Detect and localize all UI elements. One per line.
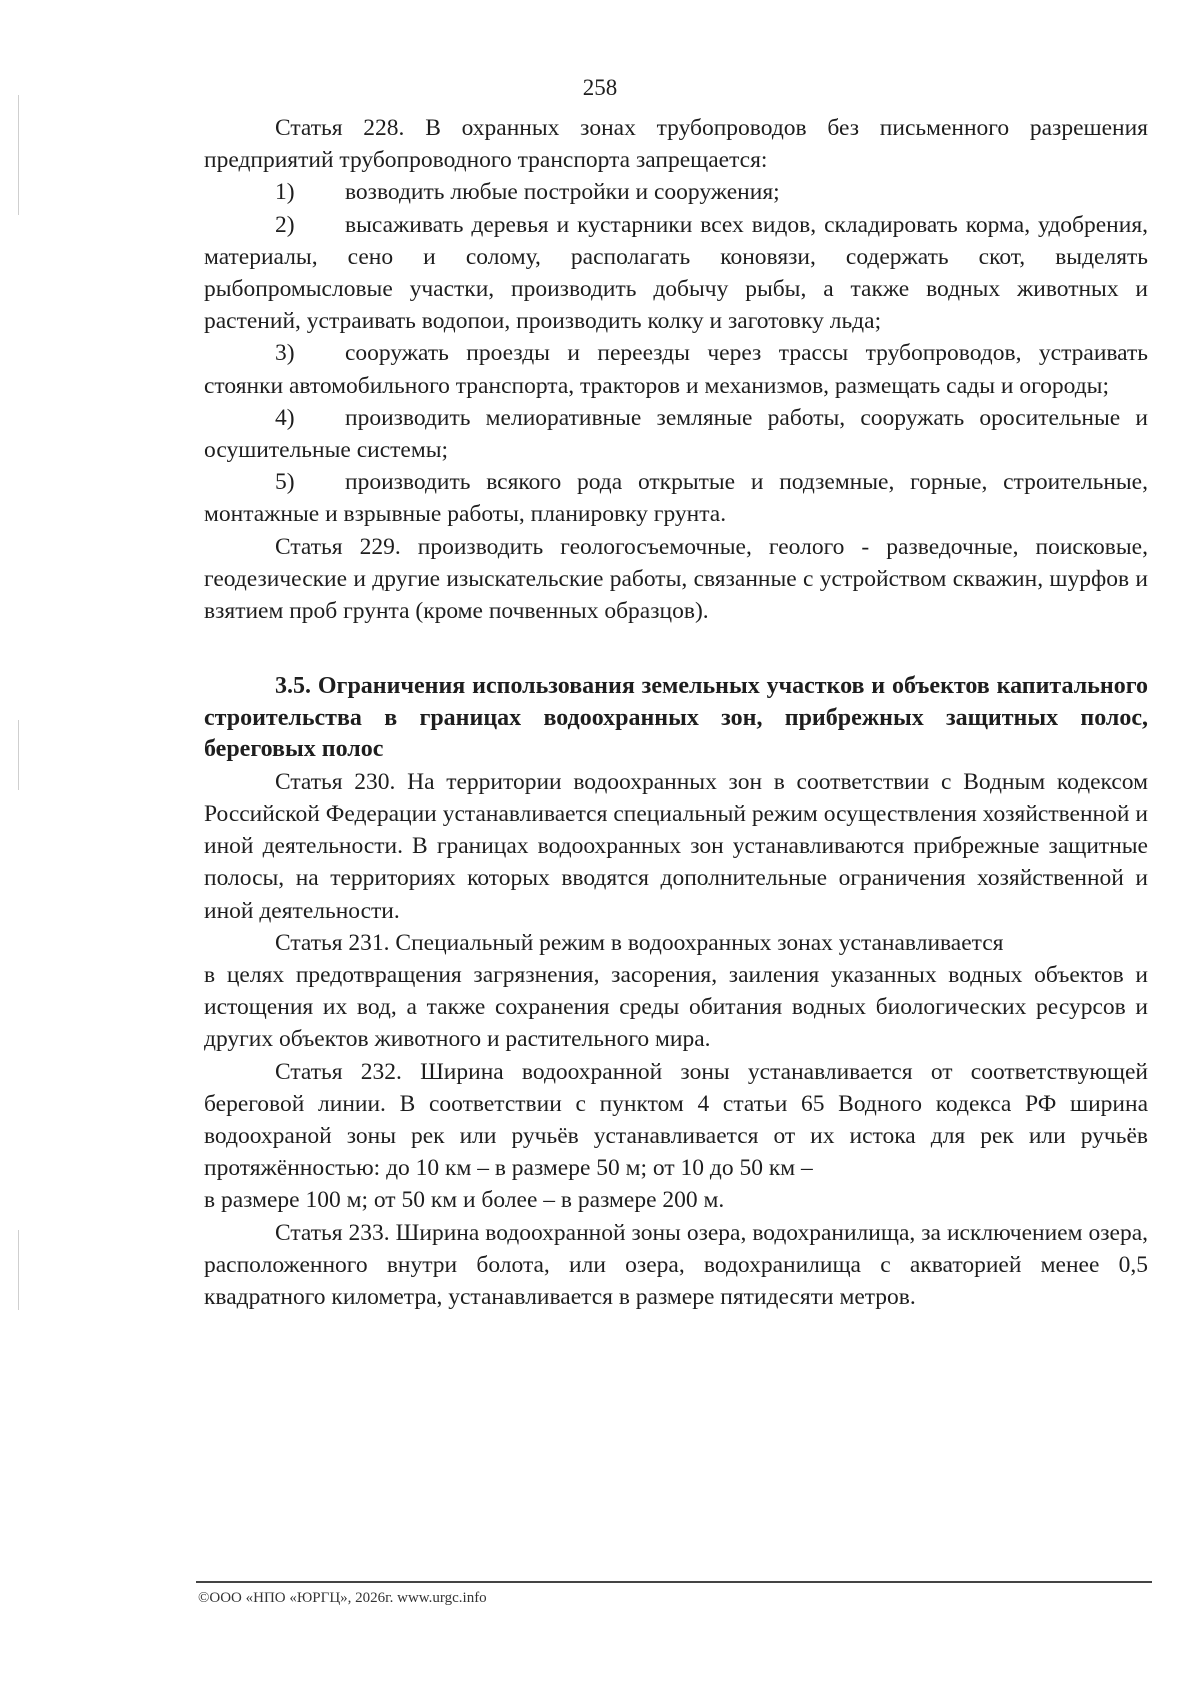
article-232-second: в размере 100 м; от 50 км и более – в размере 200 м.	[204, 1187, 725, 1214]
list-item	[204, 337, 1148, 401]
scan-edge-mark	[18, 1230, 19, 1310]
list-item-text: производить всякого рода открытые и подземные, горные, строительные, монтажные и взрывные работы, планировку грунта.	[204, 469, 1148, 528]
section-heading: 3.5. Ограничения использования земельных участков и объектов капитального строительства в границах водоохранных зон, прибрежных защитных полос, береговых полос	[204, 673, 1148, 763]
article-228-lead: Статья 228. В охранных зонах трубопроводов без письменного разрешения предприятий трубопроводного транспорта запрещается:	[204, 115, 1148, 174]
list-item	[204, 209, 1148, 338]
list-item	[204, 466, 1148, 530]
list-item	[204, 176, 1148, 208]
scan-edge-mark	[18, 95, 19, 215]
footer-divider	[196, 1581, 1152, 1583]
list-item-number: 1)	[275, 179, 295, 206]
article-233: Статья 233. Ширина водоохранной зоны озера, водохранилища, за исключением озера, расположенного внутри болота, или озера, водохранилища с акваторией менее 0,5 квадратного километра, устанавливается в размере пятидесяти метров.	[204, 1219, 1148, 1310]
list-item-number: 4)	[275, 404, 295, 431]
article-229: Статья 229. производить геологосъемочные, геолого - разведочные, поисковые, геодезические и другие изыскательские работы, связанные с устройством скважин, шурфов и взятием проб грунта (кроме почвенных образцов).	[204, 533, 1148, 625]
page-number: 258	[582, 75, 618, 100]
article-232-first: Статья 232. Ширина водоохранной зоны устанавливается от соответствующей береговой линии. В соответствии с пунктом 4 статьи 65 Водного кодекса РФ ширина водоохраной зоны рек или ручьёв устанавливается от их истока для рек или ручьёв протяжённостью: до 10 км – в размере 50 м; от 10 до 50 км –	[204, 1058, 1148, 1182]
document-body	[204, 112, 1148, 1313]
list-item-text: высаживать деревья и кустарники всех видов, складировать корма, удобрения, материалы, сено и солому, располагать коновязи, содержать скот, выделять рыбопромысловые участки, производить добычу рыбы, а также водных животных и растений, устраивать водопои, производить колку и заготовку льда;	[204, 211, 1148, 335]
article-231-second: в целях предотвращения загрязнения, засорения, заиления указанных водных объектов и истощения их вод, а также сохранения среды обитания водных биологических ресурсов и других объектов животного и растительного мира.	[204, 961, 1148, 1053]
list-item-text: возводить любые постройки и сооружения;	[345, 179, 780, 206]
list-item-text: производить мелиоративные земляные работы, сооружать оросительные и осушительные системы;	[204, 404, 1148, 464]
scan-edge-mark	[18, 720, 19, 790]
list-item-text: сооружать проезды и переезды через трассы трубопроводов, устраивать стоянки автомобильного транспорта, тракторов и механизмов, размещать сады и огороды;	[204, 340, 1148, 399]
list-item-number: 2)	[275, 211, 295, 238]
article-231-first: Статья 231. Специальный режим в водоохранных зонах устанавливается	[275, 929, 1004, 956]
footer-copyright: ©ООО «НПО «ЮРГЦ», 2026г. www.urgc.info	[198, 1590, 487, 1606]
section-spacer	[204, 627, 1148, 671]
article-230: Статья 230. На территории водоохранных зон в соответствии с Водным кодексом Российской Федерации устанавливается специальный режим осуществления хозяйственной и иной деятельности. В границах водоохранных зон устанавливаются прибрежные защитные полосы, на территориях которых вводятся дополнительные ограничения хозяйственной и иной деятельности.	[204, 768, 1148, 924]
list-item-number: 5)	[275, 469, 295, 496]
list-item	[204, 402, 1148, 466]
list-item-number: 3)	[275, 340, 295, 367]
